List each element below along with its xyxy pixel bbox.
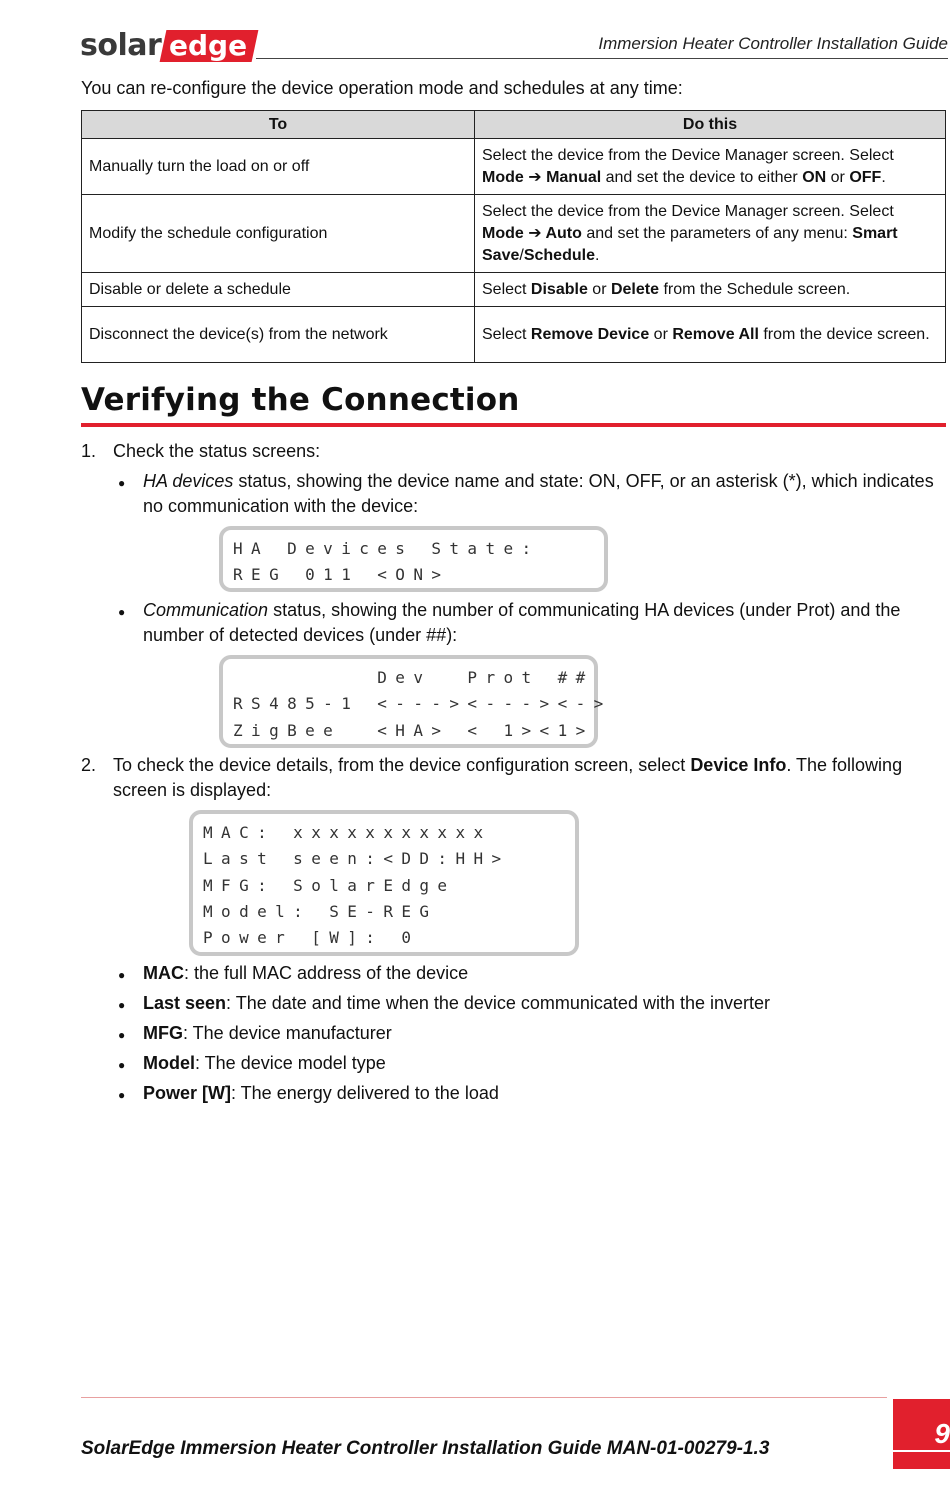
definition-item (143, 1051, 943, 1076)
bold-term: Remove All (672, 325, 759, 343)
bullet-dot: ● (118, 968, 126, 982)
step-2-number: 2. (81, 755, 97, 775)
definition-desc: : The device manufacturer (183, 1023, 392, 1043)
page-number-underline (893, 1450, 950, 1452)
lcd-line: Dev Prot ## (233, 668, 594, 687)
lcd-line: REG 011 <ON> (233, 565, 450, 585)
bullet-dot: ● (118, 1088, 126, 1102)
definition-term: Last seen (143, 993, 227, 1013)
lcd-line: MAC: xxxxxxxxxxx (203, 823, 492, 842)
header-rule (256, 58, 948, 59)
text-segment: . (594, 246, 600, 264)
cell-to: Manually turn the load on or off (82, 139, 475, 195)
bullet-communication (143, 598, 943, 648)
definition-item (143, 1021, 943, 1046)
definition-term: MFG (143, 1023, 183, 1043)
cell-to: Modify the schedule configuration (82, 195, 475, 273)
lcd-line: Power [W]: 0 (203, 928, 420, 948)
footer-text: SolarEdge Immersion Heater Controller Installation Guide MAN-01-00279-1.3 (81, 1438, 770, 1459)
ha-devices-term: HA devices (143, 471, 234, 491)
bold-term: Mode ➔ Auto (482, 224, 582, 242)
text-segment: Select the device from the Device Manager screen. Select (482, 202, 894, 220)
lcd-line: Last seen:<DD:HH> (203, 849, 510, 869)
table-row (82, 139, 946, 195)
definition-desc: : The energy delivered to the load (231, 1083, 499, 1103)
text-segment: from the device screen. (758, 325, 930, 343)
bold-term: OFF (849, 168, 882, 186)
definition-term: Model (143, 1053, 195, 1073)
footer-rule (81, 1397, 887, 1398)
bold-term: Remove Device (530, 325, 650, 343)
table-row (82, 195, 946, 273)
col-header-to: To (82, 111, 475, 139)
logo-edge-badge (160, 30, 259, 62)
operations-table (81, 110, 946, 363)
communication-term: Communication (143, 600, 269, 620)
table-row (82, 273, 946, 307)
table-row (82, 307, 946, 363)
text-segment: Select (482, 280, 531, 298)
ha-devices-desc: status, showing the device name and state: ON, OFF, or an asterisk (*), which indicates no communication with the device: (143, 471, 934, 516)
section-title: Verifying the Connection (81, 382, 520, 418)
bold-term: ON (802, 168, 827, 186)
solaredge-logo (80, 28, 255, 64)
lcd-line: RS485-1 <---><---><-> (233, 694, 612, 714)
cell-do-this (475, 273, 946, 307)
text-segment: or (826, 168, 850, 186)
header-title: Immersion Heater Controller Installation Guide (598, 34, 948, 53)
bullet-dot: ● (118, 476, 126, 490)
bold-term: Delete (610, 280, 659, 298)
cell-do-this (475, 195, 946, 273)
text-segment: or (649, 325, 673, 343)
step-2-text (113, 753, 943, 803)
definition-item (143, 1081, 943, 1106)
cell-to: Disable or delete a schedule (82, 273, 475, 307)
text-segment: Select the device from the Device Manager screen. Select (482, 146, 894, 164)
definition-desc: : The device model type (195, 1053, 386, 1073)
lcd-ha-devices (219, 526, 608, 592)
text-segment: or (587, 280, 611, 298)
bullet-dot: ● (118, 998, 126, 1012)
text-segment: from the Schedule screen. (659, 280, 851, 298)
lcd-device-info (189, 810, 579, 956)
step-2-device-info: Device Info (690, 755, 787, 775)
bold-term: Disable (530, 280, 588, 298)
bullet-ha-devices (143, 469, 943, 519)
bullet-dot: ● (118, 1028, 126, 1042)
logo-solar-text: solar (80, 28, 162, 63)
text-segment: Select (482, 325, 531, 343)
bullet-dot: ● (118, 1058, 126, 1072)
section-title-rule (81, 423, 946, 427)
lcd-communication (219, 655, 612, 748)
definition-desc: : the full MAC address of the device (184, 963, 469, 983)
logo-edge-text: edge (169, 29, 248, 62)
bold-term: Mode ➔ Manual (482, 168, 602, 186)
definition-item (143, 961, 943, 986)
intro-text: You can re-configure the device operation mode and schedules at any time: (81, 78, 683, 98)
definition-term: Power [W] (143, 1083, 231, 1103)
bold-term: Smart Save (482, 224, 898, 264)
text-segment: / (519, 246, 524, 264)
lcd-line: ZigBee <HA> < 1><1> (233, 720, 594, 740)
cell-to: Disconnect the device(s) from the network (82, 307, 475, 363)
definition-desc: : The date and time when the device communicated with the inverter (226, 993, 771, 1013)
text-segment: and set the parameters of any menu: (581, 224, 853, 242)
cell-do-this (475, 139, 946, 195)
bold-term: Schedule (523, 246, 595, 264)
page-number: 9 (934, 1418, 950, 1449)
lcd-line: MFG: SolarEdge (203, 875, 456, 895)
text-segment: and set the device to either (601, 168, 803, 186)
lcd-line: HA Devices State: (233, 539, 540, 558)
step-2-post: . The following screen is displayed: (113, 755, 903, 800)
step-1-text: Check the status screens: (113, 441, 321, 461)
cell-do-this (475, 307, 946, 363)
bullet-dot: ● (118, 605, 126, 619)
text-segment: . (881, 168, 886, 186)
col-header-do-this: Do this (475, 111, 946, 139)
definition-term: MAC (143, 963, 184, 983)
definition-item (143, 991, 943, 1016)
step-1-number: 1. (81, 441, 97, 461)
lcd-line: Model: SE-REG (203, 901, 438, 921)
step-2-pre: To check the device details, from the device configuration screen, select (113, 755, 691, 775)
communication-desc: status, showing the number of communicating HA devices (under Prot) and the number of detected devices (under ##): (143, 600, 901, 645)
